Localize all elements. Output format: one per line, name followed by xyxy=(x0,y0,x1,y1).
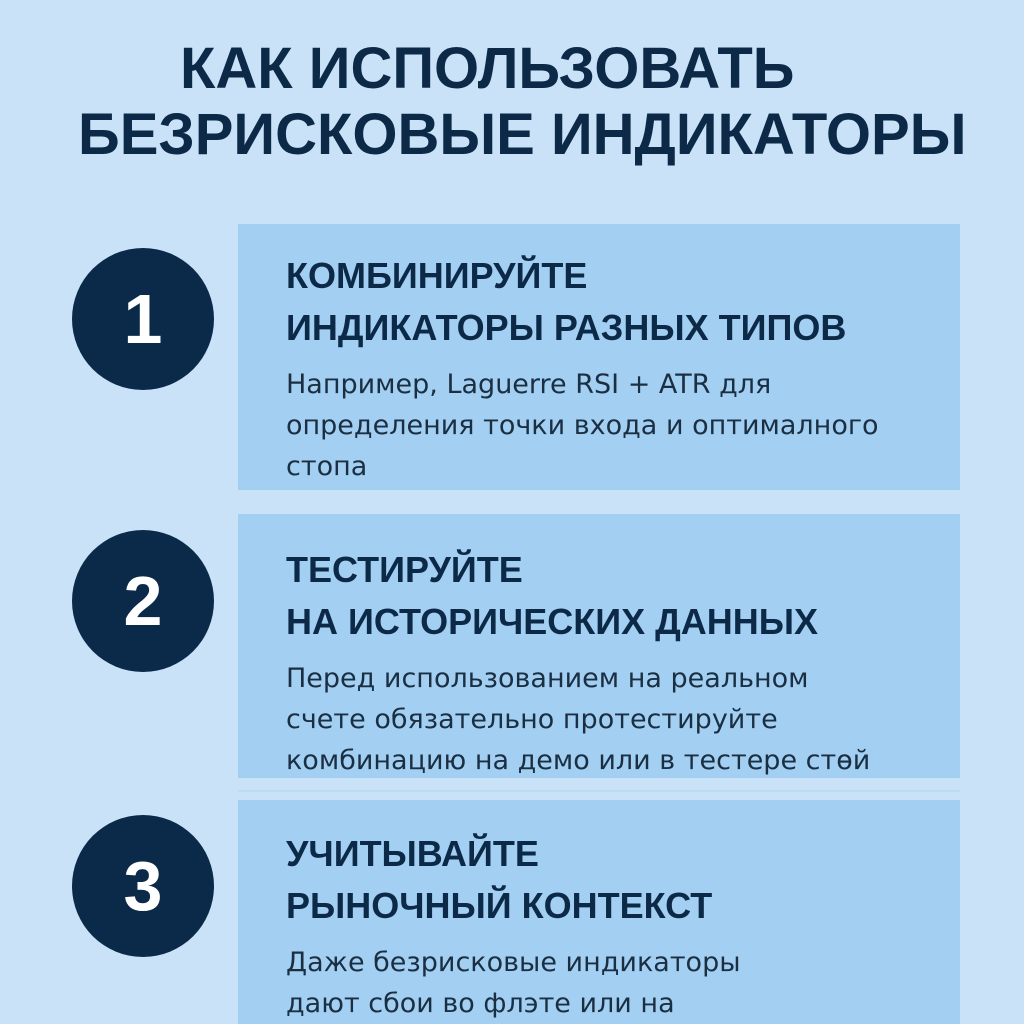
step-2-description-line-3: комбинацию на демо или в тестере стөй xyxy=(286,745,871,776)
step-2-card xyxy=(238,514,960,778)
step-3-description xyxy=(286,942,944,1024)
step-3-heading xyxy=(286,828,944,932)
page-title-line-2: БЕЗРИСКОВЫЕ ИНДИКАТОРЫ xyxy=(78,102,967,167)
step-1-number-badge: 1 xyxy=(72,248,214,390)
step-3-description-line-1: Даже безрисковые индикаторы xyxy=(286,947,741,978)
step-3-number-badge: 3 xyxy=(72,815,214,957)
step-2-heading xyxy=(286,544,944,648)
step-1-description-line-1: Например, Laguerre RSI + ATR для xyxy=(286,369,772,400)
step-1-card xyxy=(238,224,960,490)
page-title-line-1: КАК ИСПОЛЬЗОВАТЬ xyxy=(180,36,795,101)
step-3-card xyxy=(238,800,960,1024)
card-divider xyxy=(238,790,960,792)
step-1-description xyxy=(286,364,944,487)
step-3-heading-line-1: УЧИТЫВАЙТЕ xyxy=(286,833,539,874)
step-3-description-line-2: дают сбои во флэте или на xyxy=(286,988,675,1019)
step-1-heading-line-2: ИНДИКАТОРЫ РАЗНЫХ ТИПОВ xyxy=(286,307,847,348)
step-2-heading-line-2: НА ИСТОРИЧЕСКИХ ДАННЫХ xyxy=(286,601,819,642)
step-2-description-line-2: счете обязательно протестируйте xyxy=(286,704,778,735)
step-1-heading-line-1: КОМБИНИРУЙТЕ xyxy=(286,255,588,296)
step-1-description-line-2: определения точки входа и оптималного xyxy=(286,410,879,441)
page-title xyxy=(0,36,1024,168)
step-1-description-line-3: стопа xyxy=(286,451,368,482)
step-1-heading xyxy=(286,250,944,354)
step-2-heading-line-1: ТЕСТИРУЙТЕ xyxy=(286,549,523,590)
step-2-description xyxy=(286,658,944,778)
step-2-number-badge: 2 xyxy=(72,530,214,672)
step-2-description-line-1: Перед использованием на реальном xyxy=(286,663,809,694)
step-3-heading-line-2: РЫНОЧНЫЙ КОНТЕКСТ xyxy=(286,885,713,926)
